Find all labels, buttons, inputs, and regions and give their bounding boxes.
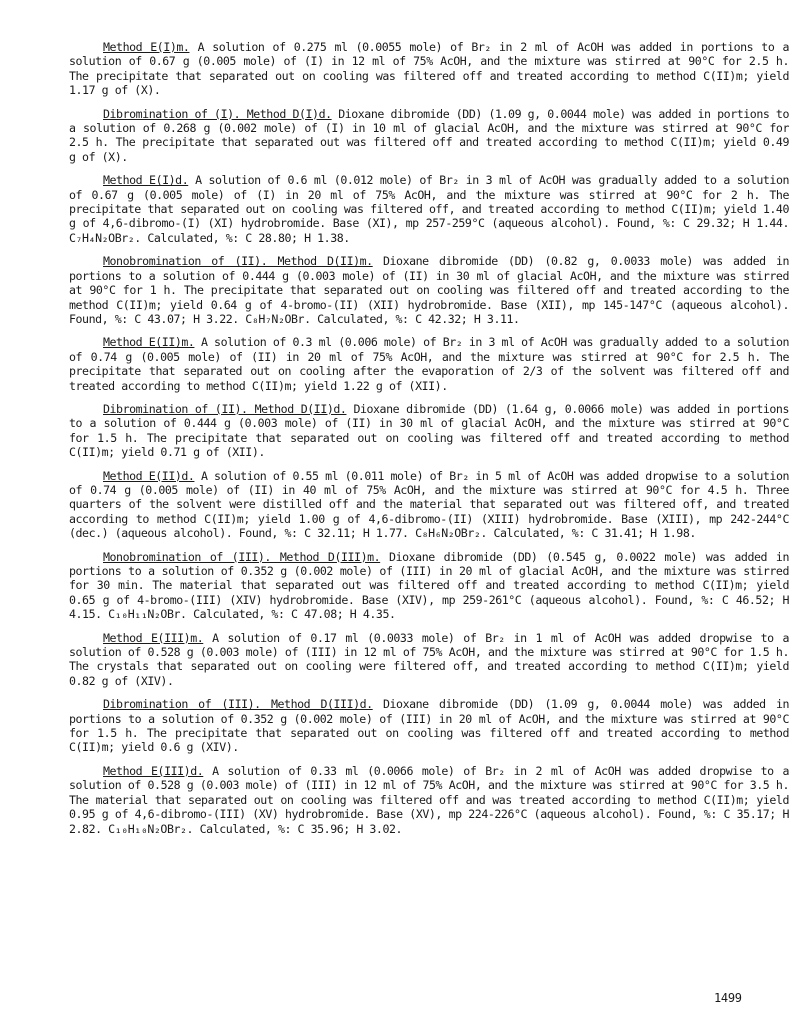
paragraph-dibromination-iii — [69, 697, 789, 755]
paragraph-text: A solution of 0.33 ml (0.0066 mole) of Br₂ in 2 ml of AcOH was added dropwise to a solution of 0.528 g (0.003 mole) of (III) in 12 ml of 75% AcOH, and the mixture was stirred at 90°C for 3.5 h. The material that separated out on cooling was filtered off and was treated according to method C(II)m; yield 0.95 g of 4,6-dibromo-(III) (XV) hydrobromide. Base (XV), mp 224-226°C (aqueous alcohol). Found, %: C 35.17; H 2.82. C₁₀H₁₀N₂OBr₂. Calculated, %: C 35.96; H 3.02. — [69, 763, 790, 836]
paragraph-dibromination-ii — [69, 402, 789, 460]
section-heading: Method E(III)d. — [103, 763, 204, 778]
paragraph-text: Dioxane dibromide (DD) (1.09 g, 0.0044 mole) was added in portions to a solution of 0.268 g (0.002 mole) of (I) in 10 ml of glacial AcOH, and the mixture was stirred at 90°C for 2.5 h. The precipitate that separated out was filtered off and treated according to method C(II)m; yield 0.49 g of (X). — [69, 106, 789, 164]
paragraph-method-e-iii-d — [69, 764, 789, 836]
paragraph-method-e-i-d — [69, 173, 789, 245]
paragraph-dibromination-i — [69, 107, 789, 165]
paragraph-text: A solution of 0.6 ml (0.012 mole) of Br₂ in 3 ml of AcOH was gradually added to a solution of 0.67 g (0.005 mole) of (I) in 20 ml of 75% AcOH, and the mixture was stirred at 90°C for 2 h. The precipitate that separated out on cooling was filtered off, and treated according to method C(II)m; yield 1.40 g of 4,6-dibromo-(I) (XI) hydrobromide. Base (XI), mp 257-259°C (aqueous alcohol). Found, %: C 29.32; H 1.44. C₇H₄N₂OBr₂. Calculated, %: C 28.80; H 1.38. — [69, 173, 789, 245]
section-heading: Method E(I)m. — [103, 40, 190, 54]
section-heading: Dibromination of (III). Method D(III)d. — [103, 697, 373, 712]
paragraph-monobromination-ii — [69, 254, 789, 326]
paragraph-method-e-iii-m — [69, 631, 789, 689]
section-heading: Method E(II)m. — [103, 335, 195, 350]
section-heading: Monobromination of (II). Method D(II)m. — [103, 254, 373, 269]
paragraph-text: A solution of 0.275 ml (0.0055 mole) of Br₂ in 2 ml of AcOH was added in portions to a solution of 0.67 g (0.005 mole) of (I) in 12 ml of 75% AcOH, and the mixture was stirred at 90°C for 2.5 h. The precipitate that separated out on cooling was filtered off and treated according to method C(II)m; yield 1.17 g of (X). — [69, 40, 789, 98]
paragraph-text: Dioxane dibromide (DD) (1.64 g, 0.0066 mole) was added in portions to a solution of 0.444 g (0.003 mole) of (II) in 30 ml of glacial AcOH, and the mixture was stirred at 90°C for 1.5 h. The precipitate that separated out on cooling was filtered off and treated according to method C(II)m; yield 0.71 g of (XII). — [69, 401, 789, 460]
paragraph-text: Dioxane dibromide (DD) (1.09 g, 0.0044 mole) was added in portions to a solution of 0.352 g (0.002 mole) of (III) in 20 ml of AcOH, and the mixture was stirred at 90°C for 1.5 h. The precipitate that separated out on cooling was filtered off and treated according to method C(II)m; yield 0.6 g (XIV). — [69, 697, 790, 755]
section-heading: Monobromination of (III). Method D(III)m. — [103, 549, 381, 564]
paragraph-text: A solution of 0.17 ml (0.0033 mole) of Br₂ in 1 ml of AcOH was added dropwise to a solution of 0.528 g (0.003 mole) of (III) in 12 ml of 75% AcOH, and the mixture was stirred at 90°C for 1.5 h. The crystals that separated out on cooling were filtered off, and treated according to method C(II)m; yield 0.82 g of (XIV). — [69, 630, 790, 688]
section-heading: Dibromination of (II). Method D(II)d. — [103, 401, 347, 416]
paragraph-method-e-i-m — [69, 40, 789, 98]
paragraph-text: A solution of 0.3 ml (0.006 mole) of Br₂ in 3 ml of AcOH was gradually added to a solution of 0.74 g (0.005 mole) of (II) in 20 ml of 75% AcOH, and the mixture was stirred at 90°C for 2.5 h. The precipitate that separated out on cooling after the evaporation of 2/3 of the solvent was filtered off and treated according to method C(II)m; yield 1.22 g of (XII). — [69, 335, 789, 393]
section-heading: Method E(II)d. — [103, 468, 195, 483]
page-number: 1499 — [714, 991, 742, 1005]
section-heading: Dibromination of (I). Method D(I)d. — [103, 106, 332, 121]
paragraph-method-e-ii-m — [69, 335, 789, 393]
paragraph-text: A solution of 0.55 ml (0.011 mole) of Br₂ in 5 ml of AcOH was added dropwise to a solution of 0.74 g (0.005 mole) of (II) in 40 ml of 75% AcOH, and the mixture was stirred at 90°C for 4.5 h. Three quarters of the solvent were distilled off and the material that separated out was filtered off, and treated according to method C(II)m; yield 1.00 g of 4,6-dibromo-(II) (XIII) hydrobromide. Base (XIII), mp 242-244°C (dec.) (aqueous alcohol). Found, %: C 32.11; H 1.77. C₈H₆N₂OBr₂. Calculated, %: C 31.41; H 1.98. — [69, 468, 789, 541]
paragraph-text: Dioxane dibromide (DD) (0.545 g, 0.0022 mole) was added in portions to a solution of 0.352 g (0.002 mole) of (III) in 20 ml of glacial AcOH, and the mixture was stirred for 30 min. The material that separated out was filtered off and treated according to method C(II)m; yield 0.65 g of 4-bromo-(III) (XIV) hydrobromide. Base (XIV), mp 259-261°C (aqueous alcohol). Found, %: C 46.52; H 4.15. C₁₀H₁₁N₂OBr. Calculated, %: C 47.08; H 4.35. — [69, 549, 789, 622]
section-heading: Method E(I)d. — [103, 173, 189, 188]
paragraph-monobromination-iii — [69, 550, 789, 622]
paragraph-method-e-ii-d — [69, 469, 789, 541]
section-heading: Method E(III)m. — [103, 630, 204, 645]
paragraph-text: Dioxane dibromide (DD) (0.82 g, 0.0033 mole) was added in portions to a solution of 0.444 g (0.003 mole) of (II) in 30 ml of glacial AcOH, and the mixture was stirred at 90°C for 1 h. The precipitate that separated out on cooling was filtered off and treated according to the method C(II)m; yield 0.64 g of 4-bromo-(II) (XII) hydrobromide. Base (XII), mp 145-147°C (aqueous alcohol). Found, %: C 43.07; H 3.22. C₈H₇N₂OBr. Calculated, %: C 42.32; H 3.11. — [69, 254, 790, 326]
